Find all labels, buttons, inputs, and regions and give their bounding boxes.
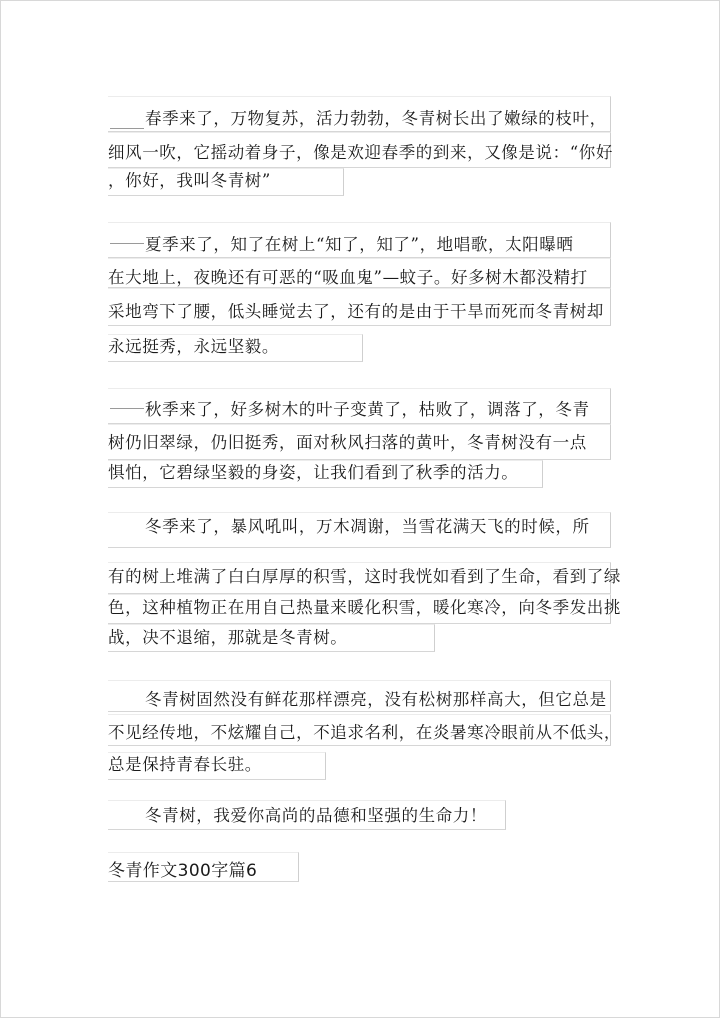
paragraph-line: 有的树上堆满了白白厚厚的积雪，这时我恍如看到了生命，看到了绿	[108, 567, 621, 586]
paragraph-line: 不见经传地，不炫耀自己，不追求名利，在炎暑寒冷眼前从不低头，	[108, 723, 621, 742]
paragraph-line: 冬青树固然没有鲜花那样漂亮，没有松树那样高大，但它总是	[145, 690, 607, 709]
paragraph-line: 总是保持青春长驻。	[108, 755, 262, 774]
paragraph-line: 色，这种植物正在用自己热量来暖化积雪，暖化寒冷，向冬季发出挑	[108, 598, 621, 617]
paragraph-line: 树仍旧翠绿，仍旧挺秀，面对秋风扫落的黄叶，冬青树没有一点	[108, 433, 587, 452]
paragraph-line: 秋季来了，好多树木的叶子变黄了，枯败了，调落了，冬青	[145, 400, 590, 419]
paragraph-line: 细风一吹，它摇动着身子，像是欢迎春季的到来，又像是说：“你好	[108, 143, 613, 162]
paragraph-line: 夏季来了，知了在树上“知了，知了”，地唱歌，太阳曝晒	[145, 235, 574, 254]
paragraph-line: 战，决不退缩，那就是冬青树。	[108, 628, 348, 647]
paragraph-line: 在大地上，夜晚还有可恶的“吸血鬼”—蚊子。好多树木都没精打	[108, 268, 588, 287]
paragraph-line: 采地弯下了腰，低头睡觉去了，还有的是由于干旱而死而冬青树却	[108, 302, 604, 321]
paragraph-line: ，你好，我叫冬青树”	[108, 171, 271, 190]
paragraph-line: 永远挺秀，永远坚毅。	[108, 337, 279, 356]
paragraph-line: 春季来了，万物复苏，活力勃勃，冬青树长出了嫩绿的枝叶，	[145, 109, 607, 128]
section-heading: 冬青作文300字篇6	[108, 861, 258, 881]
indent-dash	[110, 408, 144, 409]
paragraph-line: 冬青树，我爱你高尚的品德和坚强的生命力！	[145, 806, 487, 825]
paragraph-line: 冬季来了，暴风吼叫，万木凋谢，当雪花满天飞的时候，所	[145, 517, 590, 536]
indent-dash	[110, 243, 144, 244]
paragraph-line: 惧怕，它碧绿坚毅的身姿，让我们看到了秋季的活力。	[108, 463, 519, 482]
indent-dash	[110, 128, 144, 129]
